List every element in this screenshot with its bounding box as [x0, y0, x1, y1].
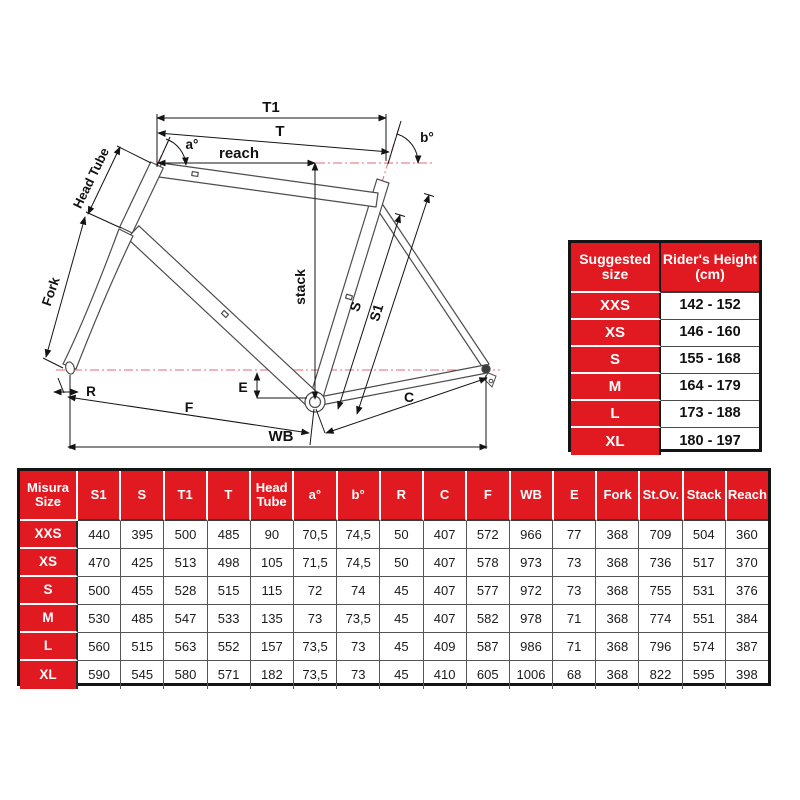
geometry-value-cell: 71	[553, 633, 596, 661]
chain-stay	[314, 365, 487, 407]
geometry-value-cell: 551	[683, 605, 726, 633]
dim-label-reach: reach	[218, 145, 260, 162]
dim-label-s: S	[346, 299, 365, 314]
geometry-column-header: F	[467, 471, 510, 521]
geometry-value-cell: 376	[726, 577, 768, 605]
size-cell: XL	[571, 428, 661, 455]
dim-label-c: C	[403, 389, 415, 405]
geometry-value-cell: 425	[121, 549, 164, 577]
geometry-value-cell: 368	[596, 577, 639, 605]
geometry-table-row	[20, 605, 768, 633]
geometry-value-cell: 50	[380, 549, 423, 577]
geometry-value-cell: 736	[639, 549, 682, 577]
dim-label-b-angle: b°	[420, 130, 434, 145]
geometry-value-cell: 68	[553, 661, 596, 689]
geometry-value-cell: 515	[121, 633, 164, 661]
geometry-value-cell: 755	[639, 577, 682, 605]
dim-label-e: E	[238, 379, 248, 395]
geometry-table-row	[20, 549, 768, 577]
geometry-value-cell: 500	[164, 521, 207, 549]
frame-geometry-diagram	[0, 0, 560, 470]
geometry-value-cell: 574	[683, 633, 726, 661]
geometry-value-cell: 45	[380, 661, 423, 689]
top-tube	[159, 163, 378, 207]
size-cell: XXS	[571, 293, 661, 320]
geometry-value-cell: 605	[467, 661, 510, 689]
geometry-value-cell: 73	[553, 577, 596, 605]
dim-label-a-angle: a°	[185, 137, 199, 152]
geometry-size-cell: M	[20, 605, 78, 633]
geometry-value-cell: 368	[596, 661, 639, 689]
geometry-value-cell: 90	[251, 521, 294, 549]
height-cell: 180 - 197	[679, 432, 741, 449]
size-table-row	[571, 347, 759, 374]
geometry-value-cell: 590	[78, 661, 121, 689]
size-table-row	[571, 374, 759, 401]
dim-label-head-tube: Head Tube	[69, 145, 113, 211]
geometry-column-header: S	[121, 471, 164, 521]
size-table-row	[571, 428, 759, 455]
height-cell: 164 - 179	[661, 374, 759, 401]
geometry-value-cell: 360	[726, 521, 768, 549]
geometry-value-cell: 370	[726, 549, 768, 577]
geometry-size-cell: L	[20, 633, 78, 661]
geometry-value-cell: 45	[380, 605, 423, 633]
geometry-value-cell: 498	[208, 549, 251, 577]
geometry-value-cell: 74	[337, 577, 380, 605]
dim-label-stack: stack	[292, 269, 308, 305]
geometry-value-cell: 368	[596, 549, 639, 577]
geometry-size-cell: S	[20, 577, 78, 605]
geometry-column-header: R	[381, 471, 424, 521]
geometry-value-cell: 384	[726, 605, 768, 633]
dim-label-f: F	[184, 399, 194, 415]
geometry-value-cell: 409	[424, 633, 467, 661]
geometry-table-row	[20, 521, 768, 549]
geometry-value-cell: 709	[639, 521, 682, 549]
rear-dropout	[482, 365, 496, 387]
geometry-column-header: b°	[338, 471, 381, 521]
size-cell: M	[571, 374, 661, 401]
geometry-column-header: T1	[165, 471, 208, 521]
head-tube-shape	[120, 162, 164, 233]
geometry-value-cell: 547	[164, 605, 207, 633]
geometry-value-cell: 972	[510, 577, 553, 605]
dim-label-s1: S1	[366, 302, 387, 324]
geometry-value-cell: 73	[294, 605, 337, 633]
size-table-row	[571, 401, 759, 428]
geometry-table-row	[20, 633, 768, 661]
geometry-value-cell: 73,5	[337, 605, 380, 633]
geometry-size-cell: XL	[20, 661, 78, 689]
geometry-value-cell: 517	[683, 549, 726, 577]
geometry-value-cell: 580	[164, 661, 207, 689]
geometry-value-cell: 774	[639, 605, 682, 633]
geometry-value-cell: 74,5	[337, 549, 380, 577]
geometry-size-cell: XS	[20, 549, 78, 577]
geometry-value-cell: 455	[121, 577, 164, 605]
size-table-header-height: Rider's Height (cm)	[661, 243, 759, 293]
size-table-header-row	[571, 243, 759, 293]
geometry-value-cell: 368	[596, 633, 639, 661]
size-table-row	[571, 320, 759, 347]
seat-stay	[377, 205, 489, 368]
geometry-size-cell: XXS	[20, 521, 78, 549]
size-cell: XS	[571, 320, 661, 347]
fork-blade	[63, 229, 133, 369]
geometry-value-cell: 45	[380, 633, 423, 661]
geometry-value-cell: 973	[510, 549, 553, 577]
geometry-value-cell: 533	[208, 605, 251, 633]
geometry-column-header: a°	[294, 471, 337, 521]
down-tube	[127, 226, 321, 408]
geometry-value-cell: 105	[251, 549, 294, 577]
geometry-value-cell: 966	[510, 521, 553, 549]
geometry-value-cell: 70,5	[294, 521, 337, 549]
geometry-table	[17, 468, 771, 686]
geometry-value-cell: 72	[294, 577, 337, 605]
geometry-value-cell: 577	[467, 577, 510, 605]
size-table-row	[571, 293, 759, 320]
geometry-column-header: Reach	[727, 471, 768, 521]
geometry-value-cell: 410	[424, 661, 467, 689]
geometry-column-header: St.Ov.	[640, 471, 683, 521]
geometry-value-cell: 485	[208, 521, 251, 549]
frame-tubes	[63, 162, 489, 412]
geometry-value-cell: 74,5	[337, 521, 380, 549]
size-table-header-size: Suggested size	[571, 243, 661, 293]
geometry-value-cell: 528	[164, 577, 207, 605]
geometry-value-cell: 470	[78, 549, 121, 577]
height-cell: 173 - 188	[661, 401, 759, 428]
geometry-column-header: Misura Size	[20, 471, 78, 521]
geometry-value-cell: 571	[208, 661, 251, 689]
dim-label-wb: WB	[268, 428, 294, 445]
geometry-value-cell: 531	[683, 577, 726, 605]
geometry-value-cell: 500	[78, 577, 121, 605]
geometry-value-cell: 115	[251, 577, 294, 605]
height-cell: 142 - 152	[661, 293, 759, 320]
geometry-value-cell: 407	[424, 521, 467, 549]
geometry-value-cell: 73	[553, 549, 596, 577]
geometry-value-cell: 587	[467, 633, 510, 661]
geometry-column-header: Fork	[597, 471, 640, 521]
geometry-table-header-row	[20, 471, 768, 521]
geometry-value-cell: 398	[736, 667, 758, 683]
geometry-value-cell: 73,5	[294, 661, 337, 689]
geometry-value-cell: 395	[121, 521, 164, 549]
geometry-value-cell: 796	[639, 633, 682, 661]
geometry-column-header: C	[424, 471, 467, 521]
geometry-value-cell: 71,5	[294, 549, 337, 577]
geometry-column-header: WB	[511, 471, 554, 521]
geometry-value-cell: 513	[164, 549, 207, 577]
geometry-value-cell: 504	[683, 521, 726, 549]
geometry-value-cell: 50	[380, 521, 423, 549]
geometry-table-row	[20, 577, 768, 605]
geometry-value-cell: 73	[337, 661, 380, 689]
dim-label-t: T	[275, 123, 285, 140]
size-cell: S	[571, 347, 661, 374]
geometry-column-header: S1	[78, 471, 121, 521]
geometry-value-cell: 563	[164, 633, 207, 661]
geometry-value-cell: 515	[208, 577, 251, 605]
geometry-value-cell: 73	[337, 633, 380, 661]
height-cell: 146 - 160	[661, 320, 759, 347]
geometry-value-cell: 1006	[510, 661, 553, 689]
geometry-value-cell: 440	[78, 521, 121, 549]
geometry-value-cell: 135	[251, 605, 294, 633]
geometry-value-cell: 822	[639, 661, 682, 689]
geometry-value-cell: 407	[424, 577, 467, 605]
geometry-value-cell: 552	[208, 633, 251, 661]
geometry-value-cell: 407	[424, 549, 467, 577]
geometry-value-cell: 530	[78, 605, 121, 633]
geometry-value-cell: 182	[251, 661, 294, 689]
size-cell: L	[571, 401, 661, 428]
geometry-value-cell: 387	[726, 633, 768, 661]
geometry-column-header: T	[208, 471, 251, 521]
geometry-column-header: Stack	[684, 471, 727, 521]
geometry-value-cell: 986	[510, 633, 553, 661]
geometry-value-cell: 368	[596, 521, 639, 549]
geometry-value-cell: 77	[553, 521, 596, 549]
dim-label-r: R	[86, 384, 96, 399]
geometry-value-cell: 578	[467, 549, 510, 577]
geometry-value-cell: 582	[467, 605, 510, 633]
geometry-value-cell: 978	[510, 605, 553, 633]
dim-label-fork: Fork	[38, 275, 63, 308]
geometry-value-cell: 368	[596, 605, 639, 633]
geometry-value-cell: 407	[424, 605, 467, 633]
geometry-table-row	[20, 661, 768, 689]
geometry-value-cell: 157	[251, 633, 294, 661]
geometry-value-cell: 560	[78, 633, 121, 661]
geometry-value-cell: 595	[683, 661, 726, 689]
geometry-column-header: E	[554, 471, 597, 521]
geometry-value-cell: 572	[467, 521, 510, 549]
geometry-value-cell: 545	[121, 661, 164, 689]
geometry-value-cell: 73,5	[294, 633, 337, 661]
dim-label-t1: T1	[262, 99, 280, 116]
rider-height-table	[568, 240, 762, 452]
geometry-value-cell: 45	[380, 577, 423, 605]
geometry-column-header: Head Tube	[251, 471, 294, 521]
geometry-value-cell: 71	[553, 605, 596, 633]
height-cell: 155 - 168	[661, 347, 759, 374]
geometry-value-cell: 485	[121, 605, 164, 633]
